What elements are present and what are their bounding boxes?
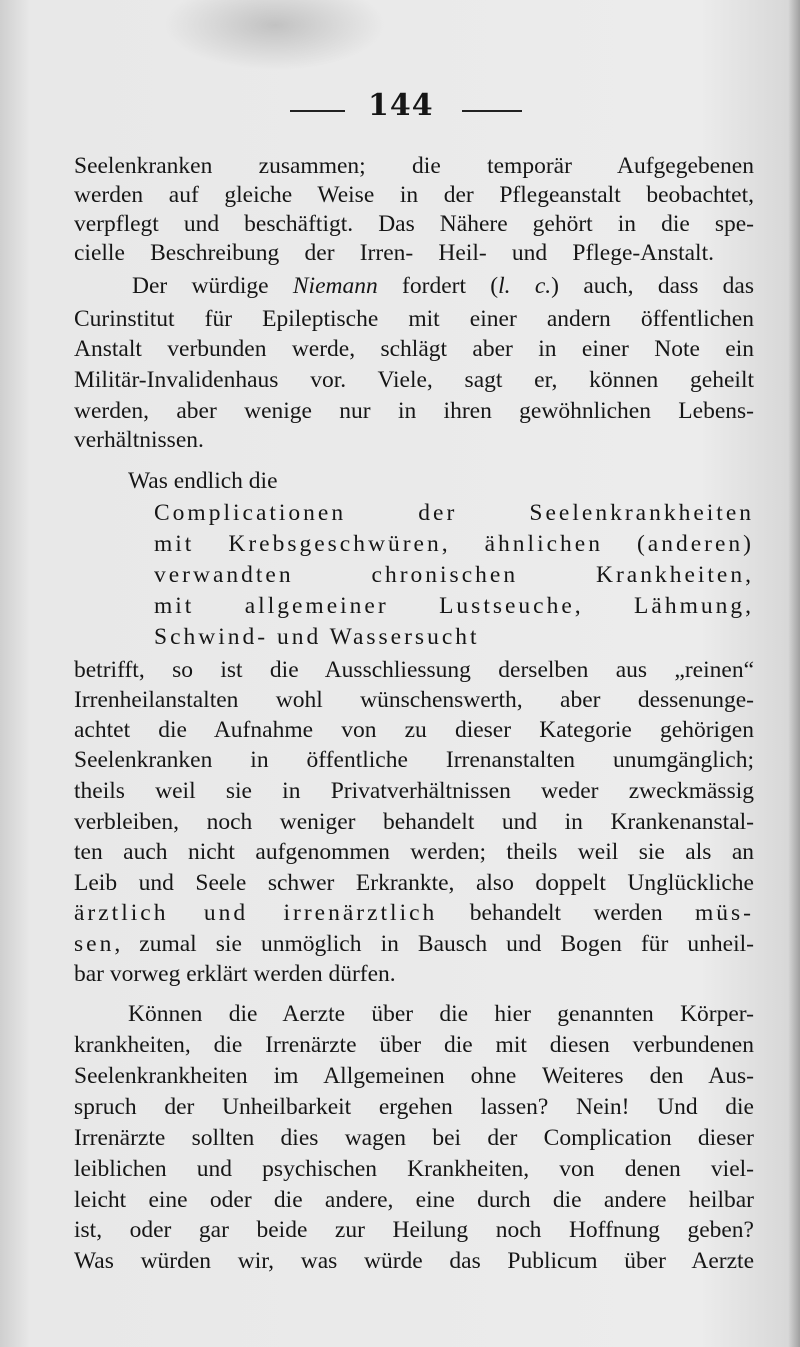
spaced-heading-line: Complicationen der Seelenkrankheiten	[154, 500, 754, 526]
text-line: Können die Aerzte über die hier genannten Körper-	[128, 1001, 754, 1027]
spaced-emphasis: müs-	[695, 900, 754, 926]
text-run: ) auch, dass das	[551, 273, 754, 299]
header-rule-left	[290, 110, 345, 112]
text-line: ten auch nicht aufgenommen werden; theils weil sie als an	[74, 839, 754, 865]
spaced-emphasis: ärztlich und irrenärztlich	[74, 900, 438, 926]
text-line: Seelenkrankheiten im Allgemeinen ohne Weiteres den Aus-	[74, 1063, 754, 1089]
text-line	[132, 272, 754, 300]
text-line: werden, aber wenige nur in ihren gewöhnlichen Lebens-	[74, 398, 754, 424]
text-line: werden auf gleiche Weise in der Pflegeanstalt beobachtet,	[74, 182, 754, 208]
text-line	[74, 899, 754, 927]
text-line: bar vorweg erklärt werden dürfen.	[74, 961, 396, 987]
text-line: Seelenkranken zusammen; die temporär Aufgegebenen	[74, 153, 754, 179]
text-run: Der würdige	[132, 273, 293, 299]
spaced-heading-line: mit allgemeiner Lustseuche, Lähmung,	[154, 593, 754, 619]
page-header	[0, 88, 800, 128]
page-number: 144	[368, 88, 434, 123]
spaced-emphasis: sen	[74, 931, 115, 957]
text-line: betrifft, so ist die Ausschliessung derselben aus „reinen“	[74, 657, 754, 683]
text-line: leiblichen und psychischen Krankheiten, von denen viel-	[74, 1156, 754, 1182]
text-line: Irrenärzte sollten dies wagen bei der Complication dieser	[74, 1125, 754, 1151]
text-run: fordert (	[377, 273, 499, 299]
text-line: Irrenheilanstalten wohl wünschenswerth, aber dessenunge-	[74, 687, 754, 713]
text-line: verpflegt und beschäftigt. Das Nähere gehört in die spe-	[74, 211, 754, 237]
page-edge-shadow	[788, 0, 800, 1347]
text-run: behandelt werden	[437, 900, 695, 926]
spaced-heading-line: verwandten chronischen Krankheiten,	[154, 562, 754, 588]
spaced-heading-line: Schwind- und Wassersucht	[154, 624, 480, 650]
text-run: , zumal sie unmöglich in Bausch und Bogen für unheil-	[114, 931, 754, 957]
author-name-italic: Niemann	[292, 273, 378, 299]
text-line: Was endlich die	[128, 468, 278, 494]
text-line: Militär-Invalidenhaus vor. Viele, sagt er, können geheilt	[74, 367, 754, 393]
text-line: Anstalt verbunden werde, schlägt aber in einer Note ein	[74, 336, 754, 362]
text-line: verbleiben, noch weniger behandelt und in Krankenanstal-	[74, 809, 754, 835]
text-line: verhältnissen.	[74, 427, 204, 453]
text-line	[74, 930, 754, 958]
text-line: spruch der Unheilbarkeit ergehen lassen? Nein! Und die	[74, 1094, 754, 1120]
text-line: Leib und Seele schwer Erkrankte, also doppelt Unglückliche	[74, 870, 754, 896]
text-line: cielle Beschreibung der Irren- Heil- und Pflege-Anstalt.	[74, 240, 714, 266]
text-line: achtet die Aufnahme von zu dieser Kategorie gehörigen	[74, 717, 754, 743]
citation-italic: l. c.	[498, 273, 552, 299]
text-line: theils weil sie in Privatverhältnissen weder zweckmässig	[74, 778, 754, 804]
text-line: Curinstitut für Epileptische mit einer andern öffentlichen	[74, 306, 754, 332]
text-line: leicht eine oder die andere, eine durch die andere heilbar	[74, 1187, 754, 1213]
header-rule-right	[462, 110, 522, 112]
text-line: krankheiten, die Irrenärzte über die mit diesen verbundenen	[74, 1032, 754, 1058]
text-line: ist, oder gar beide zur Heilung noch Hoffnung geben?	[74, 1217, 754, 1243]
spaced-heading-line: mit Krebsgeschwüren, ähnlichen (anderen)	[154, 531, 754, 557]
text-line: Seelenkranken in öffentliche Irrenanstalten unumgänglich;	[74, 747, 754, 773]
text-line: Was würden wir, was würde das Publicum über Aerzte	[74, 1248, 754, 1274]
